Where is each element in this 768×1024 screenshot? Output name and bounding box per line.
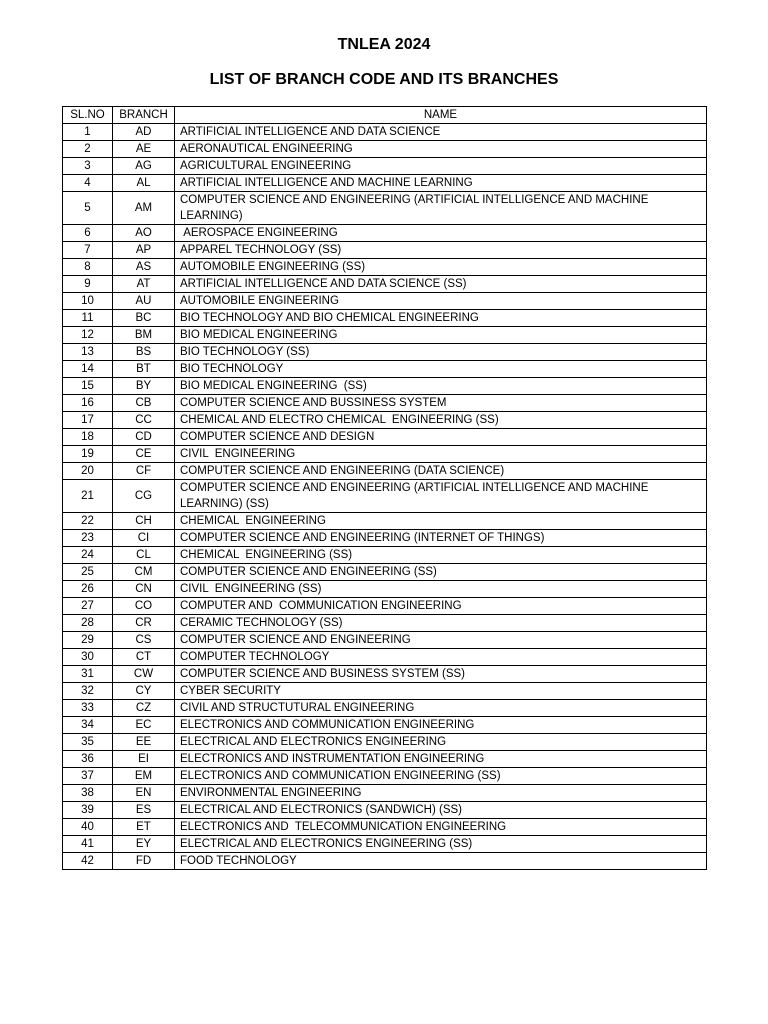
cell-branch-name: ELECTRONICS AND TELECOMMUNICATION ENGINEERING <box>175 819 707 836</box>
cell-branch-name: BIO TECHNOLOGY (SS) <box>175 344 707 361</box>
cell-sl-no: 34 <box>63 717 113 734</box>
branch-code-table <box>62 106 707 870</box>
cell-branch-code: AM <box>113 192 175 225</box>
cell-sl-no: 29 <box>63 632 113 649</box>
cell-sl-no: 19 <box>63 446 113 463</box>
cell-branch-name: AEROSPACE ENGINEERING <box>175 225 707 242</box>
cell-branch-name: COMPUTER AND COMMUNICATION ENGINEERING <box>175 598 707 615</box>
cell-sl-no: 27 <box>63 598 113 615</box>
cell-branch-name: COMPUTER SCIENCE AND ENGINEERING (DATA SCIENCE) <box>175 463 707 480</box>
cell-branch-name: COMPUTER SCIENCE AND DESIGN <box>175 429 707 446</box>
cell-sl-no: 33 <box>63 700 113 717</box>
cell-sl-no: 38 <box>63 785 113 802</box>
cell-sl-no: 5 <box>63 192 113 225</box>
cell-sl-no: 6 <box>63 225 113 242</box>
cell-sl-no: 3 <box>63 158 113 175</box>
cell-branch-name: APPAREL TECHNOLOGY (SS) <box>175 242 707 259</box>
table-row <box>63 530 707 547</box>
cell-branch-code: CO <box>113 598 175 615</box>
cell-sl-no: 10 <box>63 293 113 310</box>
cell-branch-code: EI <box>113 751 175 768</box>
cell-branch-name: CIVIL ENGINEERING (SS) <box>175 581 707 598</box>
cell-sl-no: 23 <box>63 530 113 547</box>
cell-branch-code: EE <box>113 734 175 751</box>
table-row <box>63 310 707 327</box>
table-row <box>63 293 707 310</box>
cell-sl-no: 31 <box>63 666 113 683</box>
cell-sl-no: 36 <box>63 751 113 768</box>
cell-sl-no: 20 <box>63 463 113 480</box>
table-row <box>63 700 707 717</box>
cell-sl-no: 4 <box>63 175 113 192</box>
cell-branch-code: BY <box>113 378 175 395</box>
table-row <box>63 853 707 870</box>
table-row <box>63 785 707 802</box>
header-branch: BRANCH <box>113 107 175 124</box>
table-row <box>63 819 707 836</box>
cell-sl-no: 17 <box>63 412 113 429</box>
cell-branch-name: ELECTRONICS AND COMMUNICATION ENGINEERING <box>175 717 707 734</box>
table-row <box>63 344 707 361</box>
cell-branch-code: CG <box>113 480 175 513</box>
table-row <box>63 581 707 598</box>
table-row <box>63 463 707 480</box>
table-row <box>63 327 707 344</box>
cell-branch-name: ARTIFICIAL INTELLIGENCE AND DATA SCIENCE (SS) <box>175 276 707 293</box>
cell-branch-name: ENVIRONMENTAL ENGINEERING <box>175 785 707 802</box>
cell-branch-name: CIVIL ENGINEERING <box>175 446 707 463</box>
table-row <box>63 259 707 276</box>
cell-sl-no: 42 <box>63 853 113 870</box>
table-row <box>63 598 707 615</box>
cell-branch-name: CIVIL AND STRUCTUTURAL ENGINEERING <box>175 700 707 717</box>
table-row <box>63 158 707 175</box>
cell-branch-code: CE <box>113 446 175 463</box>
cell-sl-no: 2 <box>63 141 113 158</box>
cell-sl-no: 35 <box>63 734 113 751</box>
cell-branch-code: CY <box>113 683 175 700</box>
cell-branch-name: COMPUTER SCIENCE AND ENGINEERING (SS) <box>175 564 707 581</box>
cell-branch-code: FD <box>113 853 175 870</box>
table-row <box>63 175 707 192</box>
cell-sl-no: 39 <box>63 802 113 819</box>
table-row <box>63 649 707 666</box>
cell-branch-name: BIO TECHNOLOGY AND BIO CHEMICAL ENGINEERING <box>175 310 707 327</box>
table-row <box>63 836 707 853</box>
cell-branch-name: BIO MEDICAL ENGINEERING (SS) <box>175 378 707 395</box>
cell-sl-no: 18 <box>63 429 113 446</box>
cell-branch-code: CH <box>113 513 175 530</box>
cell-branch-code: CZ <box>113 700 175 717</box>
cell-sl-no: 37 <box>63 768 113 785</box>
cell-branch-code: CL <box>113 547 175 564</box>
cell-branch-name: COMPUTER SCIENCE AND ENGINEERING (INTERNET OF THINGS) <box>175 530 707 547</box>
cell-branch-name: AUTOMOBILE ENGINEERING (SS) <box>175 259 707 276</box>
cell-branch-name: AUTOMOBILE ENGINEERING <box>175 293 707 310</box>
table-row <box>63 141 707 158</box>
cell-sl-no: 26 <box>63 581 113 598</box>
cell-branch-name: AGRICULTURAL ENGINEERING <box>175 158 707 175</box>
document-title: TNLEA 2024 <box>337 36 431 53</box>
table-row <box>63 395 707 412</box>
cell-branch-code: CC <box>113 412 175 429</box>
cell-branch-code: CN <box>113 581 175 598</box>
cell-branch-code: CI <box>113 530 175 547</box>
table-row <box>63 717 707 734</box>
cell-sl-no: 16 <box>63 395 113 412</box>
cell-branch-name: ELECTRONICS AND INSTRUMENTATION ENGINEERING <box>175 751 707 768</box>
cell-sl-no: 1 <box>63 124 113 141</box>
cell-branch-name: CHEMICAL ENGINEERING <box>175 513 707 530</box>
table-row <box>63 192 707 225</box>
cell-branch-name: BIO TECHNOLOGY <box>175 361 707 378</box>
table-row <box>63 734 707 751</box>
cell-branch-code: EN <box>113 785 175 802</box>
document-subtitle: LIST OF BRANCH CODE AND ITS BRANCHES <box>209 71 559 88</box>
cell-branch-code: CB <box>113 395 175 412</box>
cell-branch-name: CYBER SECURITY <box>175 683 707 700</box>
cell-branch-name: AERONAUTICAL ENGINEERING <box>175 141 707 158</box>
cell-sl-no: 28 <box>63 615 113 632</box>
table-row <box>63 564 707 581</box>
header-name: NAME <box>175 107 707 124</box>
table-header-row <box>63 107 707 124</box>
cell-sl-no: 11 <box>63 310 113 327</box>
header-sl-no: SL.NO <box>63 107 113 124</box>
cell-sl-no: 7 <box>63 242 113 259</box>
cell-sl-no: 8 <box>63 259 113 276</box>
cell-branch-code: AE <box>113 141 175 158</box>
table-row <box>63 632 707 649</box>
cell-branch-name: COMPUTER SCIENCE AND BUSINESS SYSTEM (SS) <box>175 666 707 683</box>
table-row <box>63 276 707 293</box>
cell-branch-name: COMPUTER SCIENCE AND ENGINEERING <box>175 632 707 649</box>
cell-branch-name: ELECTRICAL AND ELECTRONICS (SANDWICH) (SS) <box>175 802 707 819</box>
cell-branch-code: AD <box>113 124 175 141</box>
cell-branch-code: EY <box>113 836 175 853</box>
cell-branch-code: AO <box>113 225 175 242</box>
cell-sl-no: 22 <box>63 513 113 530</box>
cell-sl-no: 25 <box>63 564 113 581</box>
cell-branch-code: ET <box>113 819 175 836</box>
table-row <box>63 683 707 700</box>
cell-branch-name: ELECTRONICS AND COMMUNICATION ENGINEERING (SS) <box>175 768 707 785</box>
cell-branch-name: ARTIFICIAL INTELLIGENCE AND MACHINE LEARNING <box>175 175 707 192</box>
table-row <box>63 547 707 564</box>
table-row <box>63 751 707 768</box>
cell-branch-code: AP <box>113 242 175 259</box>
cell-branch-code: AT <box>113 276 175 293</box>
cell-sl-no: 14 <box>63 361 113 378</box>
cell-branch-code: BT <box>113 361 175 378</box>
cell-sl-no: 9 <box>63 276 113 293</box>
cell-sl-no: 32 <box>63 683 113 700</box>
cell-branch-name: FOOD TECHNOLOGY <box>175 853 707 870</box>
cell-branch-code: BS <box>113 344 175 361</box>
cell-branch-code: CD <box>113 429 175 446</box>
cell-sl-no: 24 <box>63 547 113 564</box>
cell-branch-code: EM <box>113 768 175 785</box>
table-row <box>63 242 707 259</box>
table-row <box>63 480 707 513</box>
table-body <box>63 124 707 870</box>
cell-branch-code: AS <box>113 259 175 276</box>
table-row <box>63 513 707 530</box>
table-row <box>63 378 707 395</box>
cell-branch-name: COMPUTER TECHNOLOGY <box>175 649 707 666</box>
cell-sl-no: 13 <box>63 344 113 361</box>
table-row <box>63 124 707 141</box>
table-row <box>63 225 707 242</box>
cell-branch-name: ELECTRICAL AND ELECTRONICS ENGINEERING <box>175 734 707 751</box>
table-row <box>63 768 707 785</box>
table-row <box>63 412 707 429</box>
cell-branch-code: CF <box>113 463 175 480</box>
table-row <box>63 429 707 446</box>
cell-sl-no: 40 <box>63 819 113 836</box>
cell-branch-name: CERAMIC TECHNOLOGY (SS) <box>175 615 707 632</box>
cell-branch-code: BM <box>113 327 175 344</box>
cell-branch-name: COMPUTER SCIENCE AND BUSSINESS SYSTEM <box>175 395 707 412</box>
cell-branch-code: ES <box>113 802 175 819</box>
table-row <box>63 615 707 632</box>
cell-branch-code: EC <box>113 717 175 734</box>
cell-branch-code: AL <box>113 175 175 192</box>
cell-sl-no: 41 <box>63 836 113 853</box>
cell-branch-name: COMPUTER SCIENCE AND ENGINEERING (ARTIFICIAL INTELLIGENCE AND MACHINE LEARNING) (SS) <box>175 480 707 513</box>
table-row <box>63 666 707 683</box>
table-row <box>63 802 707 819</box>
cell-sl-no: 12 <box>63 327 113 344</box>
cell-branch-name: CHEMICAL ENGINEERING (SS) <box>175 547 707 564</box>
cell-branch-code: AG <box>113 158 175 175</box>
table-row <box>63 361 707 378</box>
cell-sl-no: 15 <box>63 378 113 395</box>
cell-branch-name: COMPUTER SCIENCE AND ENGINEERING (ARTIFICIAL INTELLIGENCE AND MACHINE LEARNING) <box>175 192 707 225</box>
cell-branch-code: BC <box>113 310 175 327</box>
cell-branch-code: CT <box>113 649 175 666</box>
cell-branch-code: AU <box>113 293 175 310</box>
cell-sl-no: 21 <box>63 480 113 513</box>
cell-branch-name: BIO MEDICAL ENGINEERING <box>175 327 707 344</box>
cell-sl-no: 30 <box>63 649 113 666</box>
cell-branch-code: CS <box>113 632 175 649</box>
cell-branch-name: ARTIFICIAL INTELLIGENCE AND DATA SCIENCE <box>175 124 707 141</box>
cell-branch-name: ELECTRICAL AND ELECTRONICS ENGINEERING (SS) <box>175 836 707 853</box>
table-row <box>63 446 707 463</box>
cell-branch-code: CW <box>113 666 175 683</box>
cell-branch-code: CM <box>113 564 175 581</box>
cell-branch-name: CHEMICAL AND ELECTRO CHEMICAL ENGINEERING (SS) <box>175 412 707 429</box>
cell-branch-code: CR <box>113 615 175 632</box>
